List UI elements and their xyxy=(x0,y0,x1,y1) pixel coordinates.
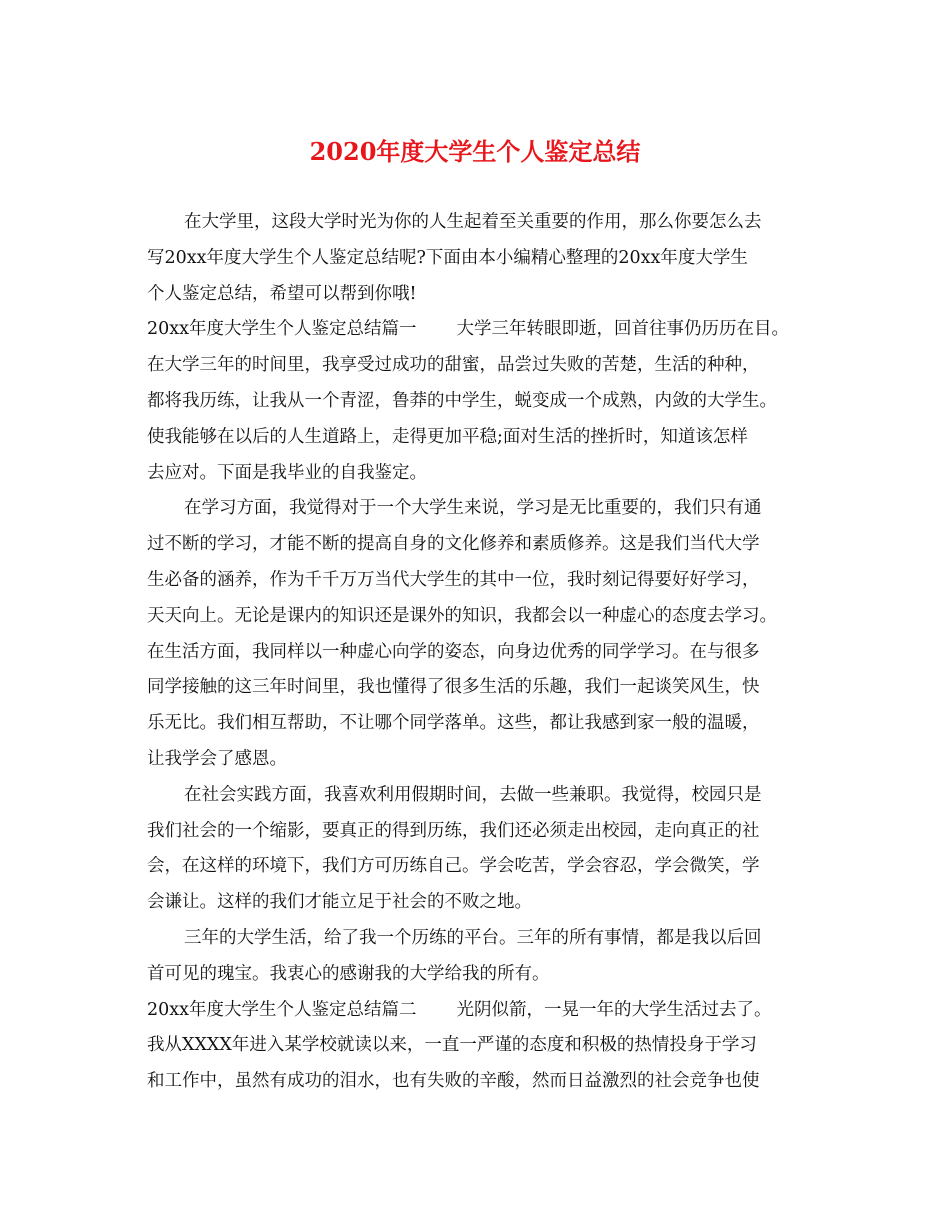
body-line xyxy=(147,348,827,384)
body-line xyxy=(147,742,827,778)
line-text: 天天向上。无论是课内的知识还是课外的知识，我都会以一种虚心的态度去学习。 xyxy=(147,605,777,626)
line-text: 首可见的瑰宝。我衷心的感谢我的大学给我的所有。 xyxy=(147,963,550,984)
body-line xyxy=(147,599,827,635)
body-line xyxy=(147,1064,827,1100)
body-line xyxy=(147,957,827,993)
body-line xyxy=(147,491,827,527)
line-text: 会，在这样的环境下，我们方可历练自己。学会吃苦，学会容忍，学会微笑，学 xyxy=(147,856,760,877)
line-text: 和工作中，虽然有成功的泪水，也有失败的辛酸，然而日益激烈的社会竞争也使 xyxy=(147,1071,760,1092)
line-text: 去应对。下面是我毕业的自我鉴定。 xyxy=(147,462,427,483)
line-text: 写20xx年度大学生个人鉴定总结呢?下面由本小编精心整理的20xx年度大学生 xyxy=(147,247,748,268)
section-heading: 20xx年度大学生个人鉴定总结篇二 xyxy=(147,999,417,1020)
body-line xyxy=(147,456,827,492)
line-text: 过不断的学习，才能不断的提高自身的文化修养和素质修养。这是我们当代大学 xyxy=(147,534,760,555)
body-line xyxy=(147,814,827,850)
line-text: 在学习方面，我觉得对于一个大学生来说，学习是无比重要的，我们只有通 xyxy=(184,498,762,519)
body-line xyxy=(147,563,827,599)
line-text: 在社会实践方面，我喜欢利用假期时间，去做一些兼职。我觉得，校园只是 xyxy=(184,784,762,805)
body-line xyxy=(147,384,827,420)
line-text: 三年的大学生活，给了我一个历练的平台。三年的所有事情，都是我以后回 xyxy=(184,927,762,948)
line-text: 在生活方面，我同样以一种虚心向学的姿态，向身边优秀的同学学习。在与很多 xyxy=(147,641,760,662)
section-heading-line xyxy=(147,993,827,1029)
body-line xyxy=(147,778,827,814)
body-line xyxy=(147,706,827,742)
body-line xyxy=(147,1028,827,1064)
line-text: 我从XXXX年进入某学校就读以来，一直一严谨的态度和积极的热情投身于学习 xyxy=(147,1035,757,1056)
document-title: 2020年度大学生个人鉴定总结 xyxy=(309,137,641,166)
line-text: 我们社会的一个缩影，要真正的得到历练，我们还必须走出校园，走向真正的社 xyxy=(147,820,760,841)
body-line xyxy=(147,849,827,885)
line-text: 乐无比。我们相互帮助，不让哪个同学落单。这些，都让我感到家一般的温暖， xyxy=(147,713,760,734)
body-line xyxy=(147,885,827,921)
document-body xyxy=(147,205,827,1100)
body-line xyxy=(147,205,827,241)
body-line xyxy=(147,670,827,706)
line-text: 在大学三年的时间里，我享受过成功的甜蜜，品尝过失败的苦楚，生活的种种， xyxy=(147,355,760,376)
body-line xyxy=(147,921,827,957)
line-text: 会谦让。这样的我们才能立足于社会的不败之地。 xyxy=(147,892,532,913)
body-line xyxy=(147,527,827,563)
line-text: 个人鉴定总结，希望可以帮到你哦! xyxy=(147,283,417,304)
line-text: 同学接触的这三年时间里，我也懂得了很多生活的乐趣，我们一起谈笑风生，快 xyxy=(147,677,760,698)
line-text: 大学三年转眼即逝，回首往事仍历历在目。 xyxy=(456,319,790,340)
body-line xyxy=(147,241,827,277)
line-text: 光阴似箭，一晃一年的大学生活过去了。 xyxy=(456,999,772,1020)
section-heading: 20xx年度大学生个人鉴定总结篇一 xyxy=(147,319,417,340)
line-text: 使我能够在以后的人生道路上，走得更加平稳;面对生活的挫折时，知道该怎样 xyxy=(147,426,748,447)
line-text: 在大学里，这段大学时光为你的人生起着至关重要的作用，那么你要怎么去 xyxy=(184,212,762,232)
line-text: 都将我历练，让我从一个青涩，鲁莽的中学生，蜕变成一个成熟，内敛的大学生。 xyxy=(147,390,777,411)
body-line xyxy=(147,420,827,456)
line-text: 生必备的涵养，作为千千万万当代大学生的其中一位，我时刻记得要好好学习， xyxy=(147,569,760,590)
body-line xyxy=(147,635,827,671)
body-line xyxy=(147,277,827,313)
section-heading-line xyxy=(147,312,827,348)
line-text: 让我学会了感恩。 xyxy=(147,748,287,769)
